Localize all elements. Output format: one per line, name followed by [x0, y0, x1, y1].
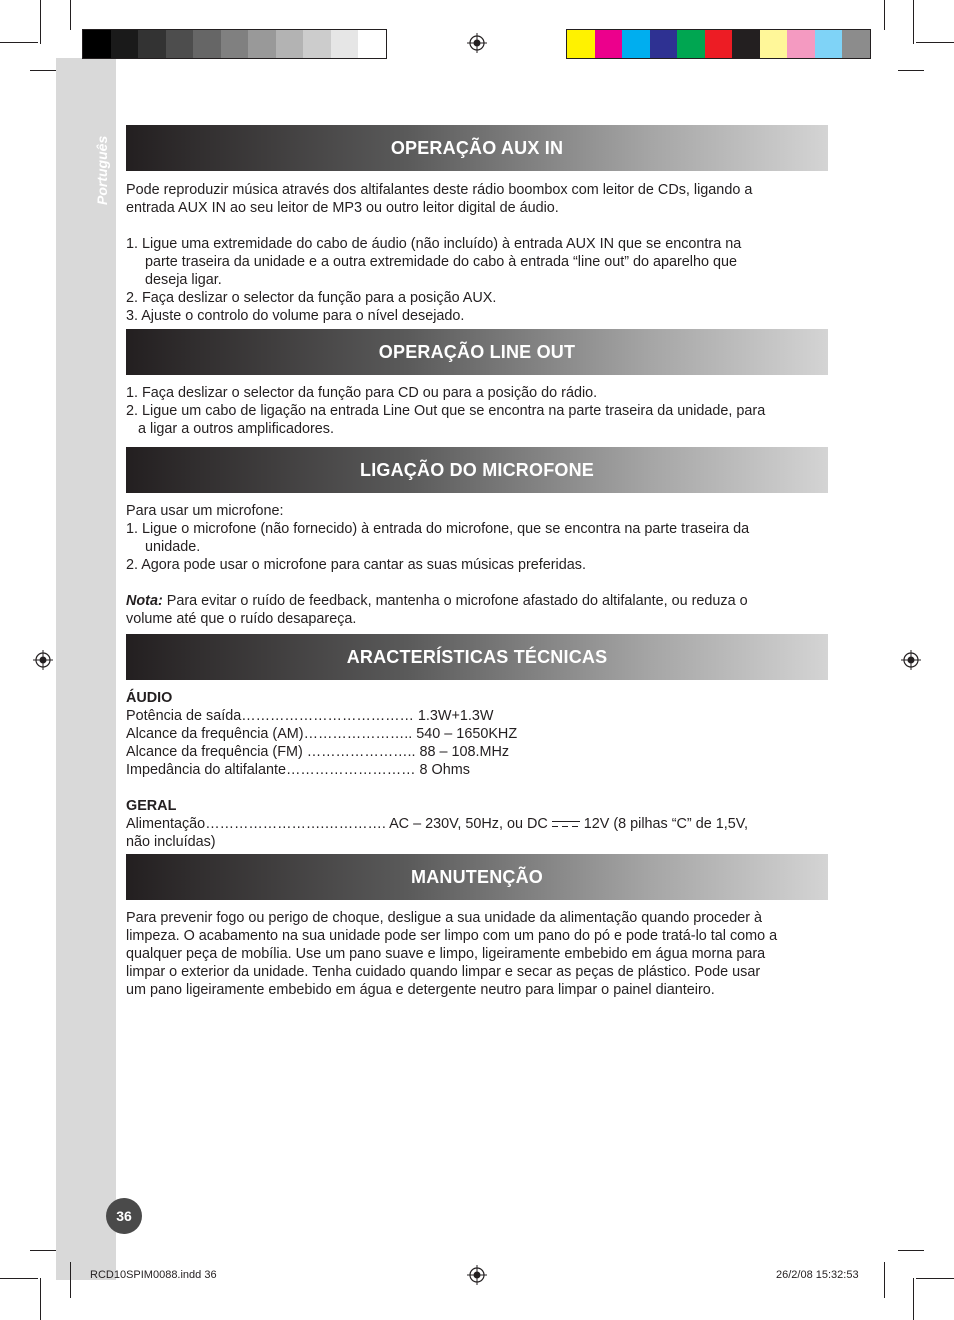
color-swatch: [221, 30, 249, 58]
section-title: LIGAÇÃO DO MICROFONE: [360, 459, 594, 480]
list-item: 2. Ligue um cabo de ligação na entrada Line Out que se encontra na parte traseira da unidade, para: [126, 403, 766, 419]
section-header-aux-in: [126, 125, 828, 171]
spec-row: Alcance da frequência (FM) ………………….. 88 – 108.MHz: [126, 744, 510, 760]
registration-mark-icon: [467, 1265, 487, 1285]
list-item-continuation: a ligar a outros amplificadores.: [138, 421, 334, 437]
list-item: 3. Ajuste o controlo do volume para o nível desejado.: [126, 308, 465, 324]
note-label: Nota:: [126, 593, 163, 609]
grayscale-color-bar: [82, 29, 387, 59]
crop-mark: [0, 42, 38, 43]
maintenance-body: [126, 909, 832, 999]
process-color-bar: [566, 29, 871, 59]
spec-row: Alcance da frequência (AM)………………….. 540 – 1650KHZ: [126, 726, 518, 742]
section-header-specs: [126, 634, 828, 680]
color-swatch: [650, 30, 678, 58]
paragraph-line: limpar o exterior da unidade. Tenha cuidado quando limpar e secar as peças de plástico. Pode usar: [126, 964, 761, 980]
color-swatch: [248, 30, 276, 58]
paragraph-line: um pano ligeiramente embebido em água e detergente neutro para limpar o painel dianteiro.: [126, 982, 715, 998]
crop-mark: [70, 1262, 71, 1298]
crop-mark: [30, 70, 56, 71]
section-header-maintenance: [126, 854, 828, 900]
power-spec-text: Alimentação…………………….…………. AC – 230V, 50Hz, ou DC: [126, 816, 548, 832]
color-swatch: [732, 30, 760, 58]
crop-mark: [40, 0, 41, 44]
list-item-continuation: parte traseira da unidade e a outra extremidade do cabo à entrada “line out” do aparelho que: [145, 254, 738, 270]
footer-timestamp: 26/2/08 15:32:53: [776, 1269, 859, 1281]
spec-heading: ÁUDIO: [126, 690, 173, 706]
list-item: 1. Ligue uma extremidade do cabo de áudio (não incluído) à entrada AUX IN que se encontra na: [126, 236, 742, 252]
section-header-line-out: [126, 329, 828, 375]
language-label: Português: [94, 135, 110, 205]
color-swatch: [303, 30, 331, 58]
paragraph-line: entrada AUX IN ao seu leitor de MP3 ou outro leitor digital de áudio.: [126, 200, 559, 216]
section-title: OPERAÇÃO LINE OUT: [378, 341, 576, 362]
list-item: 2. Faça deslizar o selector da função para a posição AUX.: [126, 290, 497, 306]
footer-file-info: RCD10SPIM0088.indd 36: [90, 1269, 217, 1281]
list-item-continuation: unidade.: [145, 539, 201, 555]
spec-row: [126, 815, 832, 833]
color-swatch: [358, 30, 386, 58]
crop-mark: [916, 1278, 954, 1279]
color-swatch: [760, 30, 788, 58]
spec-heading: GERAL: [126, 798, 177, 814]
dc-symbol-icon: [552, 820, 580, 829]
crop-mark: [40, 1278, 41, 1320]
specs-body: [126, 689, 832, 851]
color-swatch: [705, 30, 733, 58]
crop-mark: [913, 0, 914, 44]
line-out-body: [126, 384, 832, 438]
note-line: volume até que o ruído desapareça.: [126, 611, 357, 627]
crop-mark: [913, 1278, 914, 1320]
crop-mark: [898, 70, 924, 71]
color-swatch: [83, 30, 111, 58]
paragraph-line: Pode reproduzir música através dos altifalantes deste rádio boombox com leitor de CDs, ligando a: [126, 182, 753, 198]
color-swatch: [567, 30, 595, 58]
crop-mark: [916, 42, 954, 43]
color-swatch: [595, 30, 623, 58]
page-number: 36: [106, 1198, 142, 1234]
list-item: 1. Ligue o microfone (não fornecido) à entrada do microfone, que se encontra na parte traseira da: [126, 521, 750, 537]
spec-row: Potência de saída……………………………… 1.3W+1.3W: [126, 708, 494, 724]
color-swatch: [193, 30, 221, 58]
color-swatch: [787, 30, 815, 58]
color-swatch: [166, 30, 194, 58]
color-swatch: [677, 30, 705, 58]
spec-row: Impedância do altifalante……………………… 8 Ohms: [126, 762, 470, 778]
color-swatch: [138, 30, 166, 58]
note-line: [126, 592, 832, 610]
section-title: ARACTERÍSTICAS TÉCNICAS: [346, 646, 608, 667]
power-spec-text: 12V (8 pilhas “C” de 1,5V,: [583, 816, 748, 832]
color-swatch: [842, 30, 870, 58]
section-title: OPERAÇÃO AUX IN: [390, 137, 564, 158]
section-title: MANUTENÇÃO: [411, 866, 543, 887]
registration-mark-icon: [467, 33, 487, 53]
color-swatch: [111, 30, 139, 58]
spec-row: não incluídas): [126, 834, 216, 850]
crop-mark: [884, 0, 885, 30]
crop-mark: [30, 1250, 56, 1251]
color-swatch: [276, 30, 304, 58]
crop-mark: [898, 1250, 924, 1251]
aux-in-body: [126, 181, 832, 325]
side-band: [56, 58, 116, 1280]
paragraph-line: qualquer peça de mobília. Use um pano suave e limpo, ligeiramente embebido em água morna para: [126, 946, 766, 962]
color-swatch: [815, 30, 843, 58]
microphone-body: [126, 502, 832, 628]
paragraph-line: Para prevenir fogo ou perigo de choque, desligue a sua unidade da alimentação quando proceder à: [126, 910, 763, 926]
crop-mark: [884, 1262, 885, 1298]
list-item: 1. Faça deslizar o selector da função para CD ou para a posição do rádio.: [126, 385, 598, 401]
registration-mark-icon: [33, 650, 53, 670]
note-text: Para evitar o ruído de feedback, mantenha o microfone afastado do altifalante, ou reduza o: [162, 593, 748, 609]
paragraph-line: limpeza. O acabamento na sua unidade pode ser limpo com um pano do pó e pode tratá-lo tal como a: [126, 928, 778, 944]
paragraph-line: Para usar um microfone:: [126, 503, 284, 519]
color-swatch: [622, 30, 650, 58]
crop-mark: [70, 0, 71, 30]
list-item-continuation: deseja ligar.: [145, 272, 222, 288]
section-header-microphone: [126, 447, 828, 493]
color-swatch: [331, 30, 359, 58]
crop-mark: [0, 1278, 38, 1279]
list-item: 2. Agora pode usar o microfone para cantar as suas músicas preferidas.: [126, 557, 586, 573]
registration-mark-icon: [901, 650, 921, 670]
